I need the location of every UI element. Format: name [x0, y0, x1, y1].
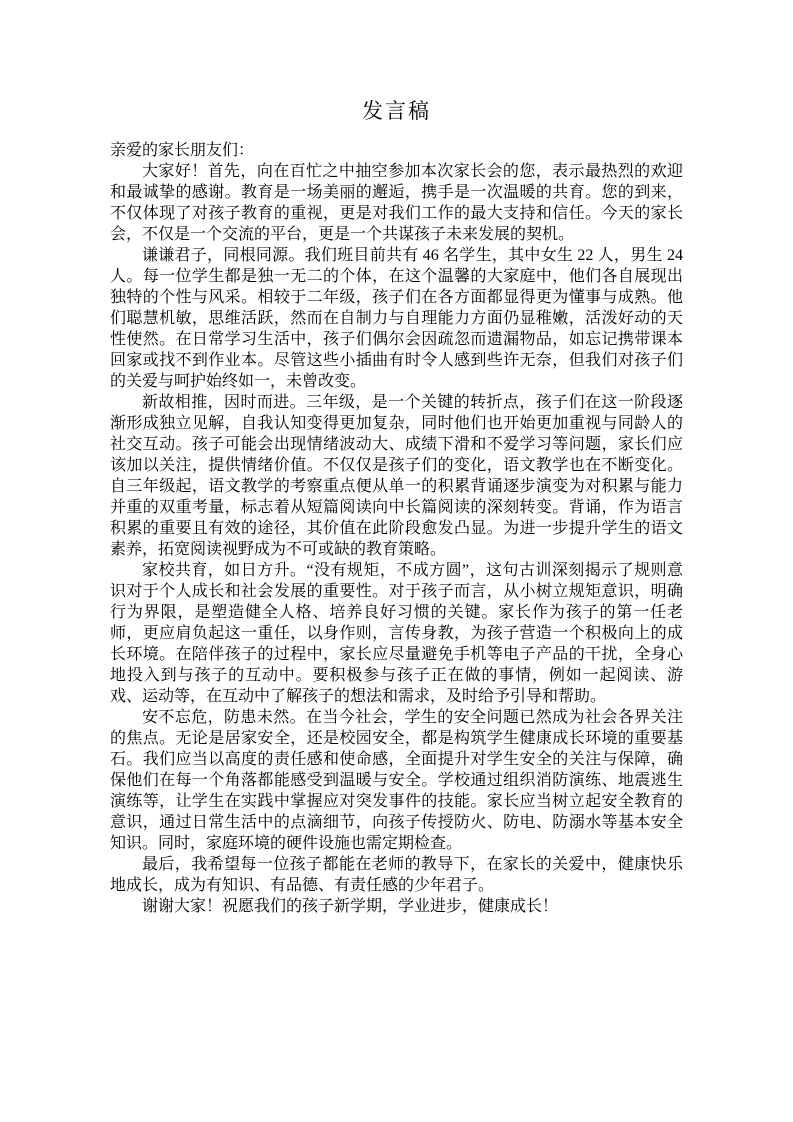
document-title: 发言稿 — [362, 99, 431, 123]
document-body — [110, 140, 683, 917]
body-paragraph: 谢谢大家！祝愿我们的孩子新学期，学业进步，健康成长！ — [142, 898, 559, 915]
body-paragraph: 安不忘危，防患未然。在当今社会，学生的安全问题已然成为社会各界关注的焦点。无论是居家安全，还是校园安全，都是构筑学生健康成长环境的重要基石。我们应当以高度的责任感和使命感，全面提升对学生安全的关注与保障，确保他们在每一个角落都能感受到温暖与安全。学校通过组织消防演练、地震逃生演练等，让学生在实践中掌握应对突发事件的技能。家长应当树立起安全教育的意识，通过日常生活中的点滴细节，向孩子传授防火、防电、防溺水等基本安全知识。同时，家庭环境的硬件设施也需定期检查。 — [110, 709, 683, 852]
body-paragraph: 谦谦君子，同根同源。我们班目前共有 46 名学生，其中女生 22 人，男生 24 人。每一位学生都是独一无二的个体，在这个温馨的大家庭中，他们各自展现出独特的个性与风采。相较于二年级，孩子们在各方面都显得更为懂事与成熟。他们聪慧机敏，思维活跃，然而在自制力与自理能力方面仍显稚嫩，活泼好动的天性使然。在日常学习生活中，孩子们偶尔会因疏忽而遗漏物品，如忘记携带课本回家或找不到作业本。尽管这些小插曲有时令人感到些许无奈，但我们对孩子们的关爱与呵护始终如一，未曾改变。 — [110, 247, 683, 390]
body-paragraph: 大家好！首先，向在百忙之中抽空参加本次家长会的您，表示最热烈的欢迎和最诚挚的感谢。教育是一场美丽的邂逅，携手是一次温暖的共育。您的到来，不仅体现了对孩子教育的重视，更是对我们工作的最大支持和信任。今天的家长会，不仅是一个交流的平台，更是一个共谋孩子未来发展的契机。 — [110, 163, 683, 243]
body-paragraph: 家校共育，如日方升。“没有规矩，不成方圆”，这句古训深刻揭示了规则意识对于个人成长和社会发展的重要性。对于孩子而言，从小树立规矩意识，明确行为界限，是塑造健全人格、培养良好习惯的关键。家长作为孩子的第一任老师，更应肩负起这一重任，以身作则，言传身教，为孩子营造一个积极向上的成长环境。在陪伴孩子的过程中，家长应尽量避免手机等电子产品的干扰，全身心地投入到与孩子的互动中。要积极参与孩子正在做的事情，例如一起阅读、游戏、运动等，在互动中了解孩子的想法和需求，及时给予引导和帮助。 — [110, 562, 683, 705]
body-paragraph: 最后，我希望每一位孩子都能在老师的教导下，在家长的关爱中，健康快乐地成长，成为有知识、有品德、有责任感的少年君子。 — [110, 856, 683, 894]
salutation-line: 亲爱的家长朋友们： — [110, 142, 255, 159]
body-paragraph: 新故相推，因时而进。三年级，是一个关键的转折点，孩子们在这一阶段逐渐形成独立见解，自我认知变得更加复杂，同时他们也开始更加重视与同龄人的社交互动。孩子可能会出现情绪波动大、成绩下滑和不爱学习等问题，家长们应该加以关注，提供情绪价值。不仅仅是孩子们的变化，语文教学也在不断变化。自三年级起，语文教学的考察重点便从单一的积累背诵逐步演变为对积累与能力并重的双重考量，标志着从短篇阅读向中长篇阅读的深刻转变。背诵，作为语言积累的重要且有效的途径，其价值在此阶段愈发凸显。为进一步提升学生的语文素养，拓宽阅读视野成为不可或缺的教育策略。 — [110, 394, 683, 558]
